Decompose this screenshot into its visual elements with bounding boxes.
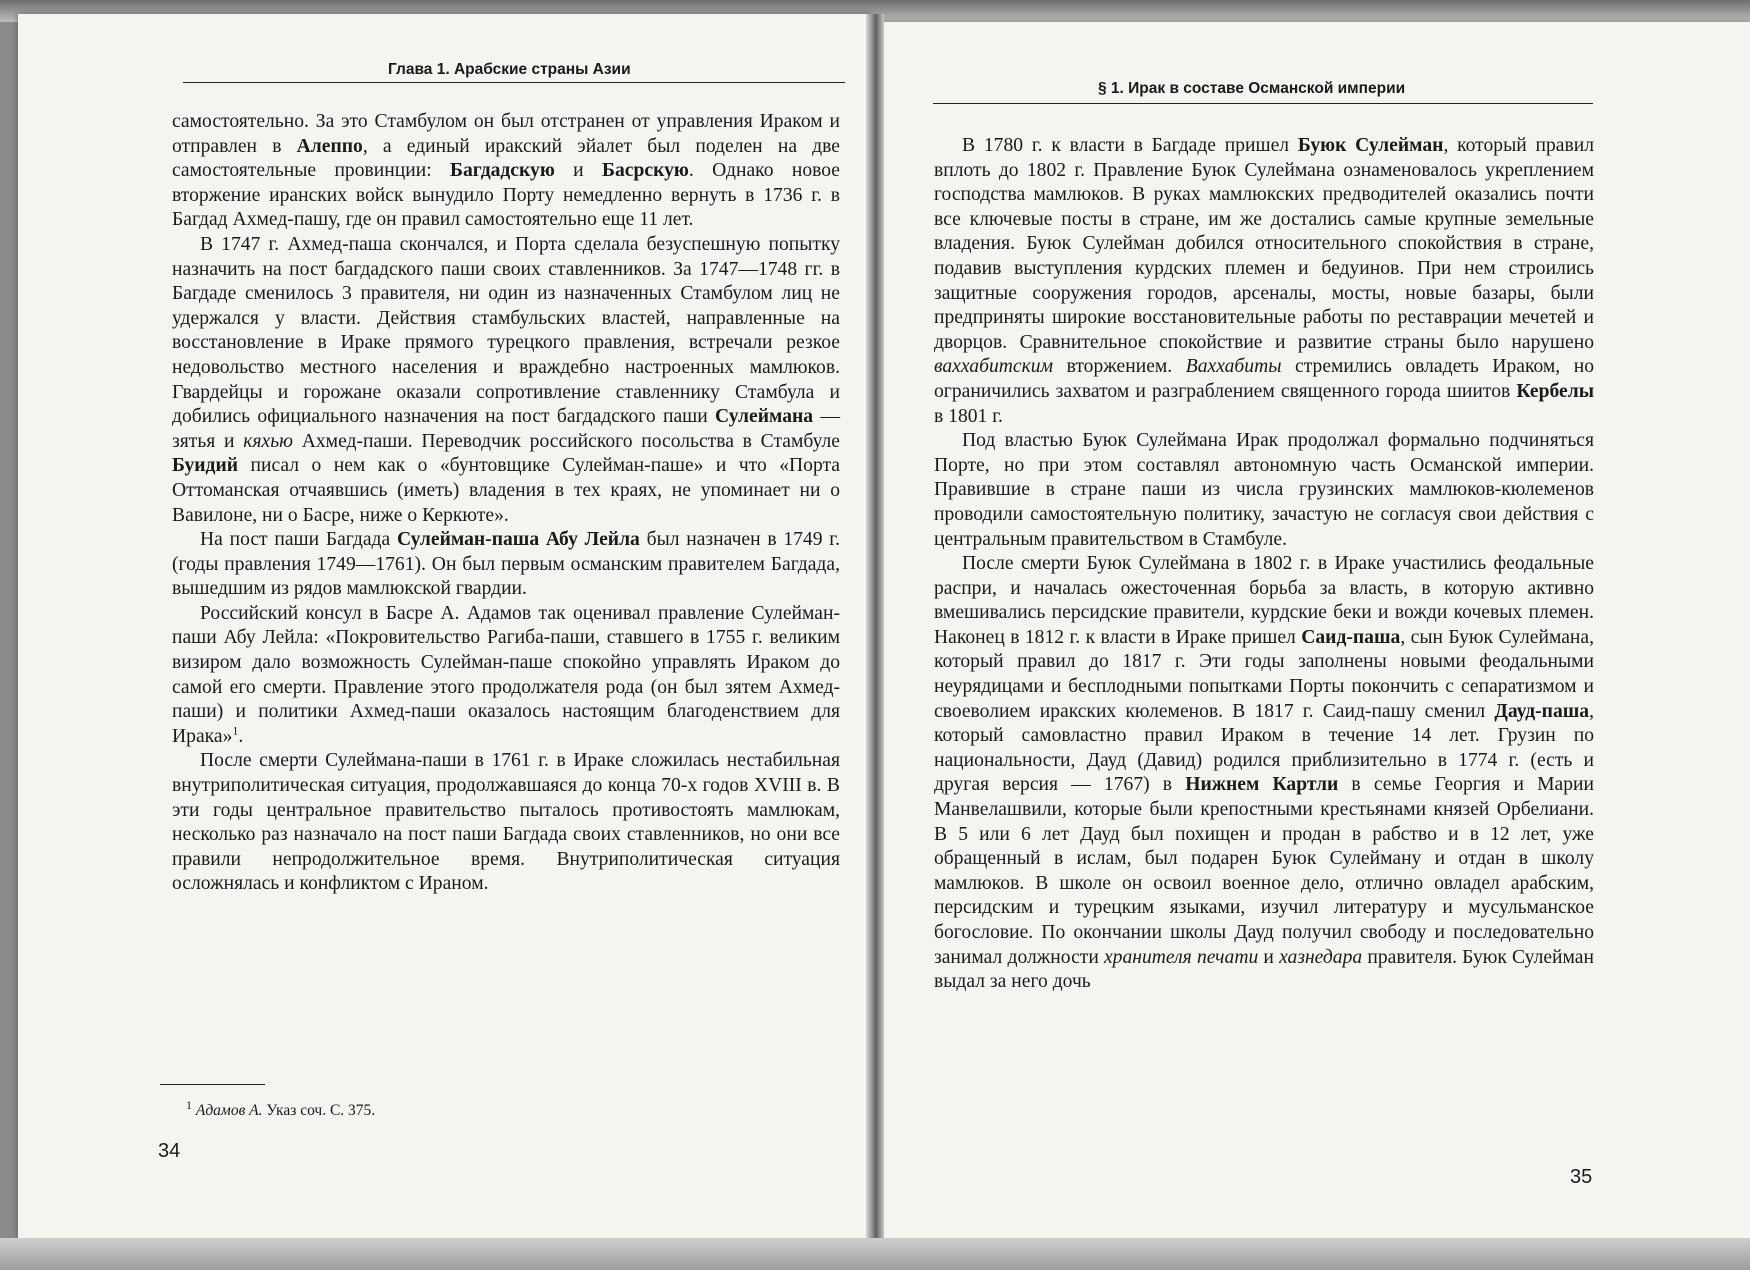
text-run: , который правил вплоть до 1802 г. Правление Буюк Сулеймана ознаменовалось укреплением господства мамлюков. В руках мамлюкских предводителей оказались почти все ключевые посты в стране, им же достались самые крупные земельные владения. Буюк Сулейман добился относительного спокойствия в стране, подавив выступления курдских племен и бедуинов. При нем строились защитные сооружения городов, арсеналы, мосты, новые базары, были предприняты широкие восстановительные работы по реставрации мечетей и дворцов. Сравнительное спокойствие и развитие страны было нарушено [934,135,1594,353]
footnote [186,1097,376,1120]
right-head-rule [933,103,1593,104]
text-run: , который самовластно правил Ираком в течение 14 лет. Грузин по национальности, Дауд (Давид) родился приблизительно в 1774 г. (есть и другая версия — 1767) в [934,700,1594,796]
text-run: . [238,725,244,747]
text-run: — зятья и [172,406,840,452]
paragraph [172,233,840,528]
text-run: Российский консул в Басре А. Адамов так оценивал правление Сулейман-паши Абу Лейла: «Покровительство Рагиба-паши, ставшего в 1755 г. великим визиром дало возможность Сулейман-паше спокойно управлять Ираком до самой его смерти. Правление этого продолжателя рода (он был зятем Ахмед-паши) и политики Ахмед-паши оказалось настоящим благоденствием для Ирака» [172,602,840,747]
bold-term: Багдадскую [450,160,555,182]
footnote-text: Указ соч. С. 375. [262,1102,376,1119]
text-run: На пост паши Багдада [200,529,397,551]
paragraph [934,134,1594,429]
footnote-ref: 1 [232,723,239,738]
text-run: и [554,160,603,182]
paragraph [172,602,840,750]
text-run: правителя. Буюк Сулейман выдал за него дочь [934,946,1594,993]
bold-term: Буидий [172,455,239,477]
paragraph [172,749,840,897]
text-run: Ахмед-паши. Переводчик российского посольства в Стамбуле [292,430,841,452]
right-running-head: § 1. Ирак в составе Османской империи [1098,80,1406,97]
paragraph [934,552,1594,995]
text-run: в семье Георгия и Марии Манвелашвили, которые были крепостными крестьянами князей Орбелиани. В 5 или 6 лет Дауд был похищен и продан в рабство и в 12 лет, уже обращенный в ислам, был подарен Буюк Сулейману и отдан в школу мамлюков. В школе он освоил военное дело, отлично овладел арабским, персидским и турецким языками, изучил литературу и мусульманское богословие. По окончании школы Дауд получил свободу и последовательно занимал должности [934,774,1594,968]
right-body-text [934,134,1594,995]
left-page-number: 34 [158,1140,181,1162]
right-page-number: 35 [1570,1166,1593,1188]
italic-term: кяхью [243,430,293,452]
text-run: После смерти Сулеймана-паши в 1761 г. в Ираке сложилась нестабильная внутриполитическая ситуация, продолжавшаяся до конца 70-х годов XVIII в. В эти годы центральное правительство пыталось противостоять мамлюкам, несколько раз назначало на пост паши Багдада своих ставленников, но они все правили непродолжительное время. Внутриполитическая ситуация осложнялась и конфликтом с Ираном. [172,750,840,895]
text-run: и [1258,946,1280,968]
text-run: в 1801 г. [934,405,1003,427]
bold-term: Саид-паша [1301,626,1401,648]
bold-term: Сулеймана [715,406,814,428]
footnote-rule [160,1084,265,1085]
text-run: Под властью Буюк Сулеймана Ирак продолжал формально подчиняться Порте, но при этом составлял автономную часть Османской империи. Правившие в стране паши из числа грузинских мамлюков-кюлеменов проводили самостоятельную политику, зачастую не согласуя свои действия с центральным правительством в Стамбуле. [934,430,1594,550]
bold-term: Алеппо [296,135,363,157]
bold-term: Сулейман-паша Абу Лейла [396,529,640,551]
left-running-head: Глава 1. Арабские страны Азии [388,61,631,78]
bold-term: Нижнем Картли [1185,774,1339,796]
footnote-mark: 1 [186,1097,192,1112]
text-run: стремились овладеть Ираком, но ограничились захватом и разграблением священного города шиитов [934,356,1594,402]
text-run: , сын Буюк Сулеймана, который правил до 1817 г. Эти годы заполнены новыми феодальными неурядицами и бесплодными попытками Порты покончить с сепаратизмом и своеволием иракских кюлеменов. В 1817 г. Саид-пашу сменил [934,626,1594,722]
scanner-edge-bottom [0,1238,1750,1270]
italic-term: хазнедара [1279,946,1363,968]
bold-term: Басрскую [602,160,689,182]
text-run: был назначен в 1749 г. (годы правления 1749—1761). Он был первым османским правителем Багдада, вышедшим из рядов мамлюкской гвардии. [172,529,840,600]
footnote-author: Адамов А. [195,1102,263,1119]
bold-term: Дауд-паша [1494,700,1590,722]
left-head-rule [183,82,845,83]
paragraph [172,110,840,233]
text-run: вторжением. [1053,356,1186,378]
paragraph [934,429,1594,552]
text-run: , а единый иракский эйалет был поделен на две самостоятельные провинции: [172,135,840,182]
bold-term: Кербелы [1516,380,1594,402]
text-run: В 1780 г. к власти в Багдаде пришел [962,135,1298,156]
paragraph [172,528,840,602]
italic-term: ваххабитским [934,356,1054,378]
text-run: После смерти Буюк Сулеймана в 1802 г. в Ираке участились феодальные распри, и началась ожесточенная борьба за власть, в которую активно вмешивались персидские правители, курдские беки и вожди кочевых племен. Наконец в 1812 г. к власти в Ираке пришел [934,553,1594,648]
text-run: самостоятельно. За это Стамбулом он был отстранен от управления Ираком и отправлен в [172,111,840,157]
text-run: писал о нем как о «бунтовщике Сулейман-паше» и что «Порта Оттоманская отчаявшись (иметь) владения в тех краях, не упоминает ни о Вавилоне, ни о Басре, ниже о Керкюте». [172,455,840,526]
italic-term: хранителя печати [1103,946,1259,968]
text-run: . Однако новое вторжение иранских войск вынудило Порту немедленно вернуть в 1736 г. в Багдад Ахмед-пашу, где он правил самостоятельно еще 11 лет. [172,160,840,231]
book-gutter [866,14,884,1239]
left-body-text [172,110,840,897]
bold-term: Буюк Сулейман [1297,135,1444,156]
italic-term: Ваххабиты [1185,356,1282,378]
text-run: В 1747 г. Ахмед-паша скончался, и Порта сделала безуспешную попытку назначить на пост багдадского паши своих ставленников. За 1747—1748 гг. в Багдаде сменилось 3 правителя, ни один из назначенных Стамбулом лиц не удержался у власти. Действия стамбульских властей, направленные на восстановление в Ираке прямого турецкого правления, встречали резкое недовольство местного населения и враждебно настроенных мамлюков. Гвардейцы и горожане оказали сопротивление ставленнику Стамбула и добились официального назначения на пост багдадского паши [172,233,840,428]
